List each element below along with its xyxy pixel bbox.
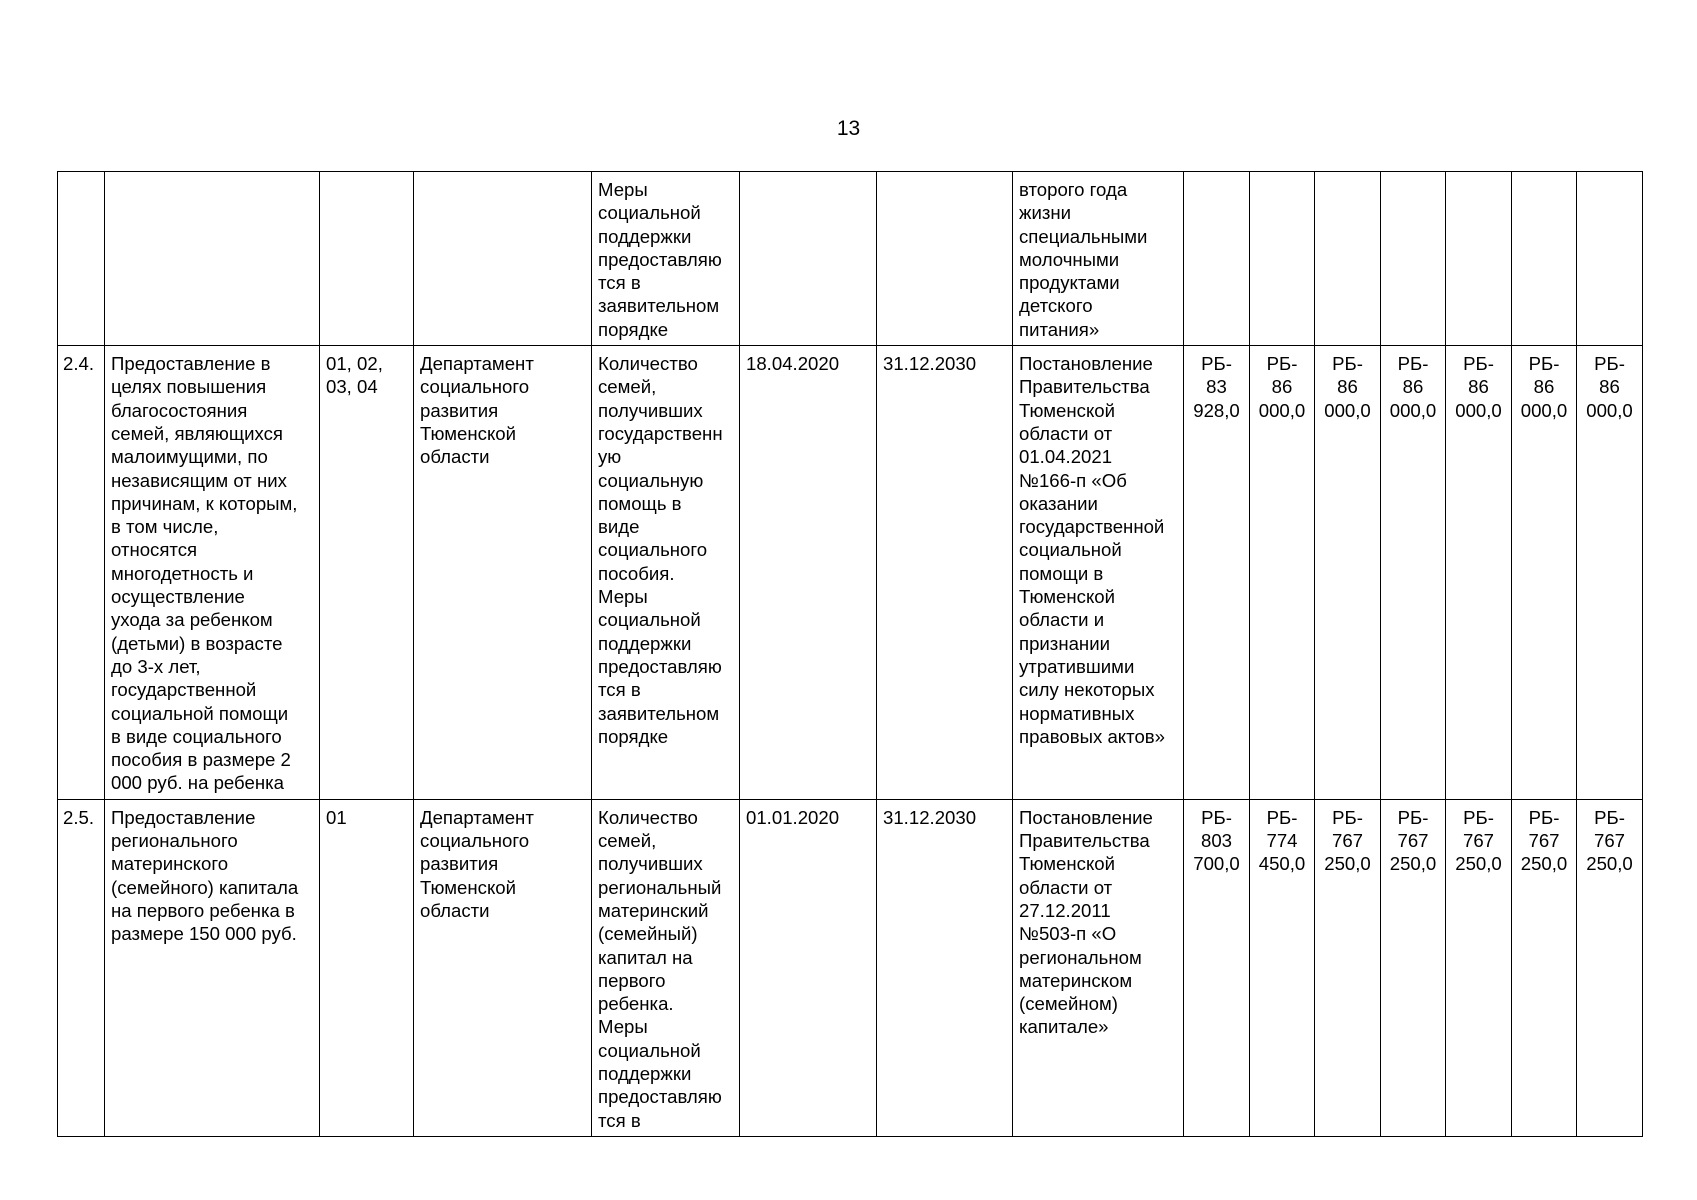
legal-act-cell: второго года жизни специальными молочными продуктами детского питания» xyxy=(1013,172,1184,346)
table-row xyxy=(58,799,1643,1136)
executor-cell: Департамент социального развития Тюменской области xyxy=(414,799,592,1136)
finance-cell: РБ- 767 250,0 xyxy=(1315,799,1381,1136)
finance-cell: РБ- 767 250,0 xyxy=(1381,799,1446,1136)
table-row xyxy=(58,346,1643,800)
finance-cell: РБ- 86 000,0 xyxy=(1512,346,1577,800)
finance-cell xyxy=(1315,172,1381,346)
start-date-cell: 18.04.2020 xyxy=(740,346,877,800)
end-date-cell: 31.12.2030 xyxy=(877,346,1013,800)
indicator-cell: Количество семей, получивших региональный материнский (семейный) капитал на первого ребенка. Меры социальной поддержки предоставляю тся в xyxy=(592,799,740,1136)
finance-cell xyxy=(1250,172,1315,346)
finance-cell: РБ- 83 928,0 xyxy=(1184,346,1250,800)
end-date-cell: 31.12.2030 xyxy=(877,799,1013,1136)
finance-cell: РБ- 86 000,0 xyxy=(1446,346,1512,800)
row-number-cell xyxy=(58,172,105,346)
finance-cell xyxy=(1512,172,1577,346)
finance-cell: РБ- 86 000,0 xyxy=(1577,346,1643,800)
tasks-cell: 01, 02, 03, 04 xyxy=(320,346,414,800)
finance-cell xyxy=(1446,172,1512,346)
end-date-cell xyxy=(877,172,1013,346)
finance-cell: РБ- 767 250,0 xyxy=(1512,799,1577,1136)
finance-cell: РБ- 803 700,0 xyxy=(1184,799,1250,1136)
legal-act-cell: Постановление Правительства Тюменской области от 01.04.2021 №166-п «Об оказании государственной социальной помощи в Тюменской области и признании утратившими силу некоторых нормативных правовых актов» xyxy=(1013,346,1184,800)
tasks-cell: 01 xyxy=(320,799,414,1136)
start-date-cell: 01.01.2020 xyxy=(740,799,877,1136)
table-row xyxy=(58,172,1643,346)
finance-cell: РБ- 86 000,0 xyxy=(1250,346,1315,800)
finance-cell xyxy=(1381,172,1446,346)
finance-cell xyxy=(1577,172,1643,346)
executor-cell: Департамент социального развития Тюменской области xyxy=(414,346,592,800)
page-number: 13 xyxy=(836,117,861,140)
finance-cell: РБ- 767 250,0 xyxy=(1577,799,1643,1136)
start-date-cell xyxy=(740,172,877,346)
finance-cell xyxy=(1184,172,1250,346)
measure-name-cell: Предоставление регионального материнского (семейного) капитала на первого ребенка в размере 150 000 руб. xyxy=(105,799,320,1136)
indicator-cell: Количество семей, получивших государственн ую социальную помощь в виде социального пособия. Меры социальной поддержки предоставляю тся в заявительном порядке xyxy=(592,346,740,800)
finance-cell: РБ- 774 450,0 xyxy=(1250,799,1315,1136)
finance-cell: РБ- 767 250,0 xyxy=(1446,799,1512,1136)
tasks-cell xyxy=(320,172,414,346)
row-number-cell: 2.5. xyxy=(58,799,105,1136)
legal-act-cell: Постановление Правительства Тюменской области от 27.12.2011 №503-п «О региональном материнском (семейном) капитале» xyxy=(1013,799,1184,1136)
program-measures-table xyxy=(57,171,1643,1137)
measure-name-cell: Предоставление в целях повышения благосостояния семей, являющихся малоимущими, по независящим от них причинам, к которым, в том числе, относятся многодетность и осуществление ухода за ребенком (детьми) в возрасте до 3-х лет, государственной социальной помощи в виде социального пособия в размере 2 000 руб. на ребенка xyxy=(105,346,320,800)
finance-cell: РБ- 86 000,0 xyxy=(1315,346,1381,800)
measure-name-cell xyxy=(105,172,320,346)
indicator-cell: Меры социальной поддержки предоставляю тся в заявительном порядке xyxy=(592,172,740,346)
finance-cell: РБ- 86 000,0 xyxy=(1381,346,1446,800)
row-number-cell: 2.4. xyxy=(58,346,105,800)
executor-cell xyxy=(414,172,592,346)
